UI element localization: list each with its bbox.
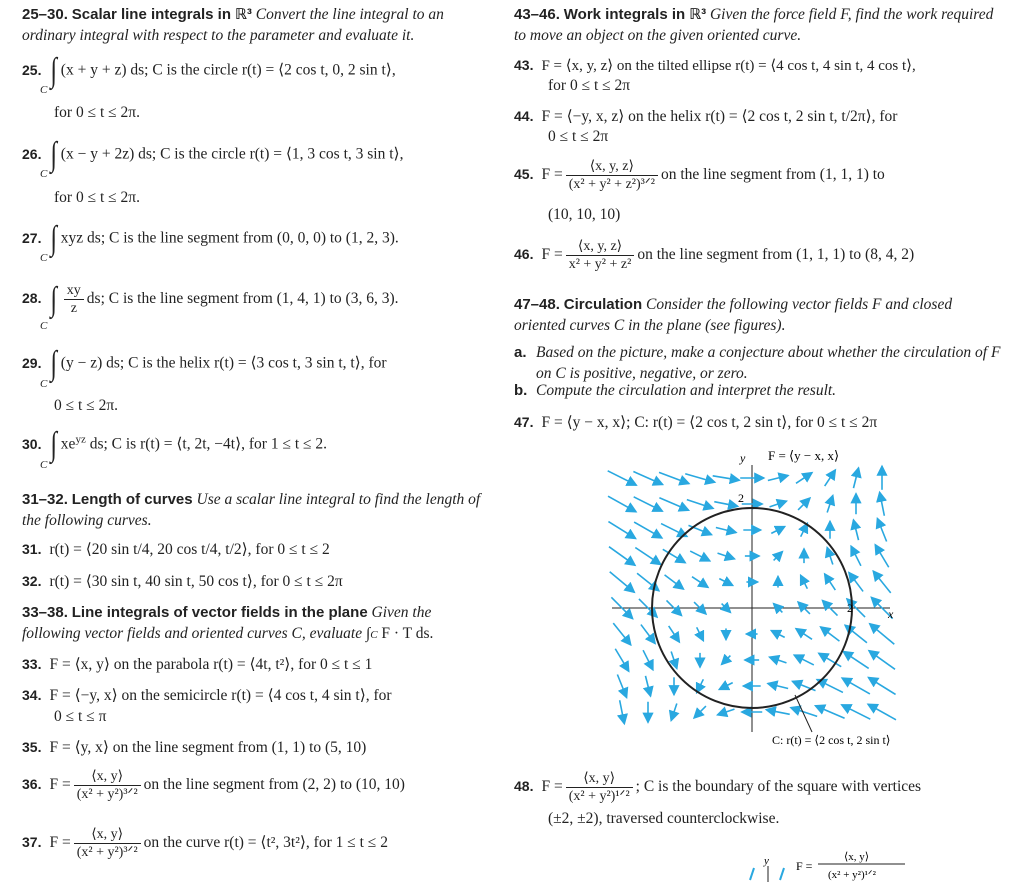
integral-subscript: C	[40, 320, 48, 332]
fraction: $\frac{⟨x, y⟩}{\text{(x² + y²)³ᐟ²}}$	[74, 826, 141, 861]
field-arrow	[771, 631, 784, 638]
problem-number: 37.	[22, 834, 42, 851]
field-arrow	[687, 500, 713, 509]
problem-26-cont: for 0 ≤ t ≤ 2π.	[54, 189, 140, 206]
problem-number: 35.	[22, 739, 42, 755]
field-arrow	[877, 518, 886, 541]
problem-34-cont: 0 ≤ t ≤ π	[54, 708, 107, 725]
problem-text: (x − y + 2z) ds; C is the circle r(t) = ⟨1, 3 cos t, 3 sin t⟩,	[60, 145, 404, 163]
problem-43-cont: for 0 ≤ t ≤ 2π	[548, 77, 631, 94]
problem-number: 45.	[514, 166, 534, 183]
integral-icon: ∫	[50, 280, 58, 318]
problem-text: on the line segment from (1, 1, 1) to (8, 4, 2)	[637, 246, 915, 264]
field-arrow	[610, 572, 635, 592]
problem-text: F = ⟨−y, x⟩ on the semicircle r(t) = ⟨4 cos t, 4 sin t⟩, for	[49, 687, 392, 704]
problem-45-cont: (10, 10, 10)	[548, 206, 621, 223]
field-arrow	[714, 502, 737, 507]
field-arrow	[609, 547, 635, 566]
field-arrow	[617, 674, 626, 697]
field-arrow	[843, 652, 868, 669]
field-arrow	[801, 575, 808, 588]
field-arrow	[688, 525, 711, 534]
problem-text: r(t) = ⟨30 sin t, 40 sin t, 50 cos t⟩, for 0 ≤ t ≤ 2π	[49, 573, 343, 590]
section-number: 43–46.	[514, 6, 560, 23]
field-label: F =	[541, 166, 563, 184]
problem-number: 46.	[514, 246, 534, 263]
section-title: Line integrals of vector fields in the plane	[71, 604, 368, 621]
problem-32	[22, 572, 492, 591]
problem-25-cont: for 0 ≤ t ≤ 2π.	[54, 104, 140, 121]
exponent: yz	[75, 433, 86, 446]
field-arrow	[634, 497, 663, 511]
r3-symbol: ℝ³	[234, 6, 252, 23]
field-arrow	[685, 474, 715, 482]
problem-text: F = ⟨y − x, x⟩; C: r(t) = ⟨2 cos t, 2 sin t⟩, for 0 ≤ t ≤ 2π	[541, 414, 878, 431]
field-arrow	[875, 545, 888, 567]
section-title: Length of curves	[71, 491, 193, 508]
field-label: F =	[49, 834, 71, 852]
section-number: 33–38.	[22, 604, 68, 621]
problem-number: 47.	[514, 414, 534, 430]
field-arrow	[694, 706, 706, 718]
field-arrow	[669, 626, 680, 642]
problem-text: (y − z) ds; C is the helix r(t) = ⟨3 cos t, 3 sin t, t⟩, for	[60, 354, 387, 372]
problem-number: 44.	[514, 108, 534, 124]
field-arrow	[774, 552, 783, 561]
integral-icon: ∫	[50, 345, 58, 382]
field-arrow	[608, 496, 636, 512]
problem-47	[514, 413, 1004, 432]
part-text: Compute the circulation and interpret the result.	[536, 382, 837, 399]
section-header-47-48	[514, 294, 1004, 336]
fraction: $\frac{⟨x, y, z⟩}{\text{(x² + y² + z²)³ᐟ²}}$	[566, 158, 658, 193]
field-arrow	[821, 627, 840, 641]
field-arrow	[771, 527, 784, 534]
problem-35	[22, 738, 492, 757]
field-arrow	[869, 651, 895, 670]
field-arrow	[671, 652, 677, 669]
fraction-numerator: ⟨x, y⟩	[844, 851, 870, 863]
field-arrow	[718, 709, 735, 715]
field-arrow	[780, 868, 784, 880]
field-arrow	[815, 706, 844, 719]
field-arrow	[842, 678, 870, 694]
problem-number: 25.	[22, 61, 42, 78]
figure-title: F = ⟨y − x, x⟩	[768, 448, 840, 463]
field-arrow	[635, 548, 660, 565]
field-arrow	[615, 649, 628, 671]
field-arrow	[768, 475, 788, 480]
fraction: $\frac{xy}{z}$	[64, 282, 84, 317]
problem-text: on the line segment from (2, 2) to (10, 10)	[143, 776, 405, 794]
field-arrow	[750, 868, 754, 880]
problem-number: 31.	[22, 541, 42, 557]
problem-33	[22, 655, 492, 674]
field-arrow	[853, 520, 858, 540]
part-label: a.	[514, 344, 527, 361]
field-arrow	[645, 676, 650, 696]
fraction: $\frac{⟨x, y⟩}{\text{(x² + y²)³ᐟ²}}$	[74, 768, 141, 803]
field-arrow	[766, 710, 789, 715]
field-arrow	[827, 548, 833, 565]
part-b	[514, 380, 1004, 401]
integral-subscript: C	[40, 252, 48, 264]
integral-icon: ∫	[365, 625, 371, 642]
x-tick-2: 2	[847, 601, 853, 615]
field-arrow	[842, 705, 871, 719]
field-arrow	[873, 571, 890, 593]
problem-28	[22, 282, 492, 317]
field-arrow	[718, 553, 735, 559]
section-description: Given the following vector fields and oriented curves C, evaluate	[22, 604, 432, 642]
field-arrow	[880, 492, 885, 515]
field-arrow	[634, 522, 662, 538]
problem-29-cont: 0 ≤ t ≤ 2π.	[54, 397, 119, 414]
field-arrow	[770, 657, 787, 663]
problem-text: F = ⟨x, y⟩ on the parabola r(t) = ⟨4t, t²⟩, for 0 ≤ t ≤ 1	[49, 656, 373, 673]
field-arrow	[768, 683, 788, 688]
y-axis-label: y	[764, 855, 769, 867]
field-arrow	[870, 624, 895, 644]
problem-text: xyz ds; C is the line segment from (0, 0, 0) to (1, 2, 3).	[60, 229, 399, 247]
field-arrow	[671, 704, 677, 721]
integral-icon: ∫	[50, 52, 58, 89]
integral-subscript: C	[370, 629, 378, 641]
y-axis-label: y	[740, 451, 746, 465]
problem-number: 27.	[22, 229, 42, 246]
field-arrow	[719, 683, 732, 690]
field-arrow	[851, 546, 861, 566]
field-label: F =	[541, 778, 563, 796]
problem-number: 33.	[22, 656, 42, 672]
problem-31	[22, 540, 492, 559]
field-arrow	[770, 501, 787, 507]
curve-label: C: r(t) = ⟨2 cos t, 2 sin t⟩	[772, 733, 891, 747]
problem-number: 34.	[22, 687, 42, 703]
section-description: Consider the following vector fields F and closed oriented curves C in the plane (see figures).	[514, 296, 953, 334]
problem-number: 29.	[22, 354, 42, 371]
field-arrow	[620, 700, 625, 723]
problem-text: ds; C is the line segment from (1, 4, 1) to (3, 6, 3).	[86, 290, 399, 308]
field-arrow	[827, 496, 833, 513]
problem-44	[514, 107, 1004, 126]
problem-text: xe	[60, 435, 76, 453]
field-arrow	[690, 551, 710, 561]
section-title: Scalar line integrals in	[71, 6, 231, 23]
problem-text-2: ds; C is r(t) = ⟨t, 2t, −4t⟩, for 1 ≤ t ≤ 2.	[85, 435, 328, 453]
vector-field-figure	[600, 440, 930, 750]
field-arrow	[825, 574, 836, 590]
problem-number: 32.	[22, 573, 42, 589]
problem-text: (x + y + z) ds; C is the circle r(t) = ⟨2 cos t, 0, 2 sin t⟩,	[60, 61, 396, 79]
section-number: 25–30.	[22, 6, 68, 23]
field-arrow	[722, 656, 731, 665]
field-arrow	[692, 577, 708, 588]
fraction: $\frac{⟨x, y, z⟩}{\text{x² + y² + z²}}$	[566, 238, 635, 273]
field-arrow	[825, 470, 836, 486]
section-description: Convert the line integral to an ordinary integral with respect to the parameter and evaluate it.	[22, 6, 444, 44]
field-label: F =	[541, 246, 563, 264]
section-header-25-30	[22, 4, 492, 46]
fraction-denominator: (x² + y²)¹ᐟ²	[828, 869, 876, 881]
problem-text: F = ⟨y, x⟩ on the line segment from (1, 1) to (5, 10)	[49, 739, 367, 756]
section-title: Work integrals in	[563, 6, 686, 23]
problem-37	[22, 826, 492, 861]
integral-subscript: C	[40, 459, 48, 471]
y-tick-2: 2	[738, 491, 744, 505]
field-arrow	[792, 681, 815, 690]
integral-icon: ∫	[50, 136, 58, 173]
field-arrow	[697, 627, 704, 640]
section-description-2: F · T ds.	[381, 625, 434, 642]
problem-number: 48.	[514, 778, 534, 795]
section-description: Use a scalar line integral to find the length of the following curves.	[22, 491, 481, 529]
section-header-31-32	[22, 489, 492, 531]
field-arrow	[796, 473, 812, 484]
field-arrow	[643, 650, 653, 670]
field-arrow	[716, 527, 736, 532]
field-arrow	[697, 679, 704, 692]
problem-number: 28.	[22, 290, 42, 307]
integral-subscript: C	[40, 168, 48, 180]
problem-text: r(t) = ⟨20 sin t/4, 20 cos t/4, t/2⟩, for 0 ≤ t ≤ 2	[49, 541, 330, 558]
section-header-43-46	[514, 4, 1004, 46]
field-arrow	[608, 471, 637, 485]
section-title: Circulation	[563, 296, 643, 313]
field-arrow	[796, 629, 812, 640]
problem-text: on the line segment from (1, 1, 1) to	[660, 166, 885, 184]
field-arrow	[868, 704, 896, 720]
problem-43	[514, 56, 1004, 75]
field-arrow	[868, 678, 895, 695]
integral-subscript: C	[40, 84, 48, 96]
problem-number: 43.	[514, 57, 534, 73]
field-label: F =	[49, 776, 71, 794]
field-arrow	[608, 522, 635, 539]
problem-46	[514, 238, 1004, 273]
part-a	[514, 342, 1004, 384]
problem-text: on the curve r(t) = ⟨t², 3t²⟩, for 1 ≤ t ≤ 2	[143, 834, 388, 852]
problem-text: ; C is the boundary of the square with vertices	[635, 778, 922, 796]
field-arrow	[798, 498, 810, 510]
field-arrow	[801, 523, 808, 536]
part-label: b.	[514, 382, 528, 399]
integral-subscript: C	[40, 378, 48, 390]
problem-text: F = ⟨−y, x, z⟩ on the helix r(t) = ⟨2 cos t, 2 sin t, t/2π⟩, for	[541, 108, 898, 125]
fraction: $\frac{⟨x, y⟩}{\text{(x² + y²)¹ᐟ²}}$	[566, 770, 633, 805]
field-arrow	[853, 468, 858, 488]
field-arrow	[719, 579, 732, 586]
problem-36	[22, 768, 492, 803]
field-arrow	[659, 498, 688, 511]
integral-icon: ∫	[50, 220, 58, 257]
field-arrow	[633, 472, 662, 485]
problem-text: F = ⟨x, y, z⟩ on the tilted ellipse r(t) = ⟨4 cos t, 4 sin t, 4 cos t⟩,	[541, 58, 916, 74]
field-arrow	[659, 472, 689, 483]
problem-34	[22, 686, 492, 705]
problem-number: 36.	[22, 776, 42, 793]
problem-number: 30.	[22, 435, 42, 452]
part-text: Based on the picture, make a conjecture about whether the circulation of F on C is positive, negative, or zero.	[536, 344, 1001, 382]
section-header-33-38	[22, 602, 492, 646]
problem-45	[514, 158, 1004, 193]
r3-symbol: ℝ³	[689, 6, 707, 23]
section-number: 31–32.	[22, 491, 68, 508]
problem-48-cont: (±2, ±2), traversed counterclockwise.	[548, 810, 780, 827]
field-arrow	[713, 476, 740, 480]
field-arrow	[665, 575, 684, 589]
figure-48	[740, 848, 930, 883]
field-label: F =	[796, 859, 813, 873]
section-description: Given the force field F, find the work required to move an object on the given oriented curve.	[514, 6, 994, 44]
field-arrow	[794, 655, 814, 665]
problem-48	[514, 770, 1004, 805]
integral-icon: ∫	[50, 426, 58, 463]
field-arrow	[613, 623, 630, 645]
section-number: 47–48.	[514, 296, 560, 313]
problem-44-cont: 0 ≤ t ≤ 2π	[548, 128, 609, 145]
x-axis-label: x	[888, 607, 894, 621]
problem-number: 26.	[22, 145, 42, 162]
